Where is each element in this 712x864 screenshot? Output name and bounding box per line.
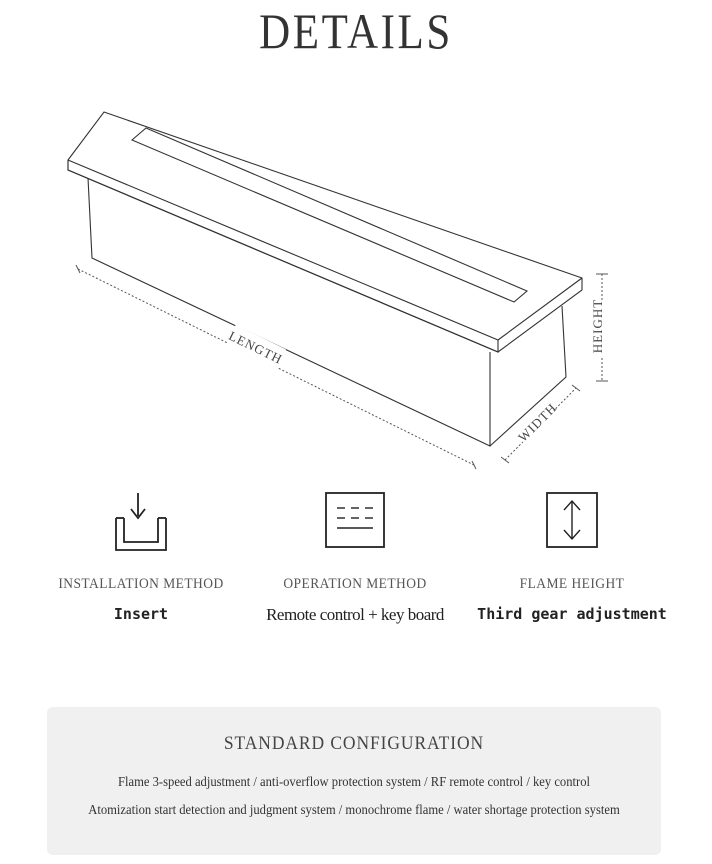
feature-value: Third gear adjustment: [477, 605, 667, 623]
page-title: DETAILS: [259, 3, 453, 59]
burner-top-edge: [68, 160, 498, 352]
burner-slot: [132, 128, 527, 302]
feature-value: Insert: [113, 605, 169, 623]
burner-top-plate: [68, 112, 582, 352]
configuration-title: STANDARD CONFIGURATION: [223, 733, 485, 754]
feature-label: INSTALLATION METHOD: [58, 576, 224, 592]
feature-label: FLAME HEIGHT: [519, 576, 625, 592]
height-label: HEIGHT: [590, 298, 605, 354]
width-label: WIDTH: [514, 399, 560, 445]
feature-operation: [255, 490, 455, 625]
configuration-line: Atomization start detection and judgment system / monochrome flame / water shortage protection system: [88, 803, 620, 818]
feature-flame-height: [472, 490, 672, 623]
feature-installation: [41, 490, 241, 623]
feature-value: Remote control + key board: [266, 605, 444, 624]
standard-configuration-panel: [47, 707, 661, 855]
configuration-line: Flame 3-speed adjustment / anti-overflow protection system / RF remote control / key control: [117, 775, 591, 790]
feature-label: OPERATION METHOD: [283, 576, 427, 592]
insert-icon: [111, 490, 171, 554]
height-arrow-icon: [544, 490, 600, 550]
length-label: LENGTH: [226, 327, 286, 367]
control-panel-icon: [323, 490, 387, 550]
